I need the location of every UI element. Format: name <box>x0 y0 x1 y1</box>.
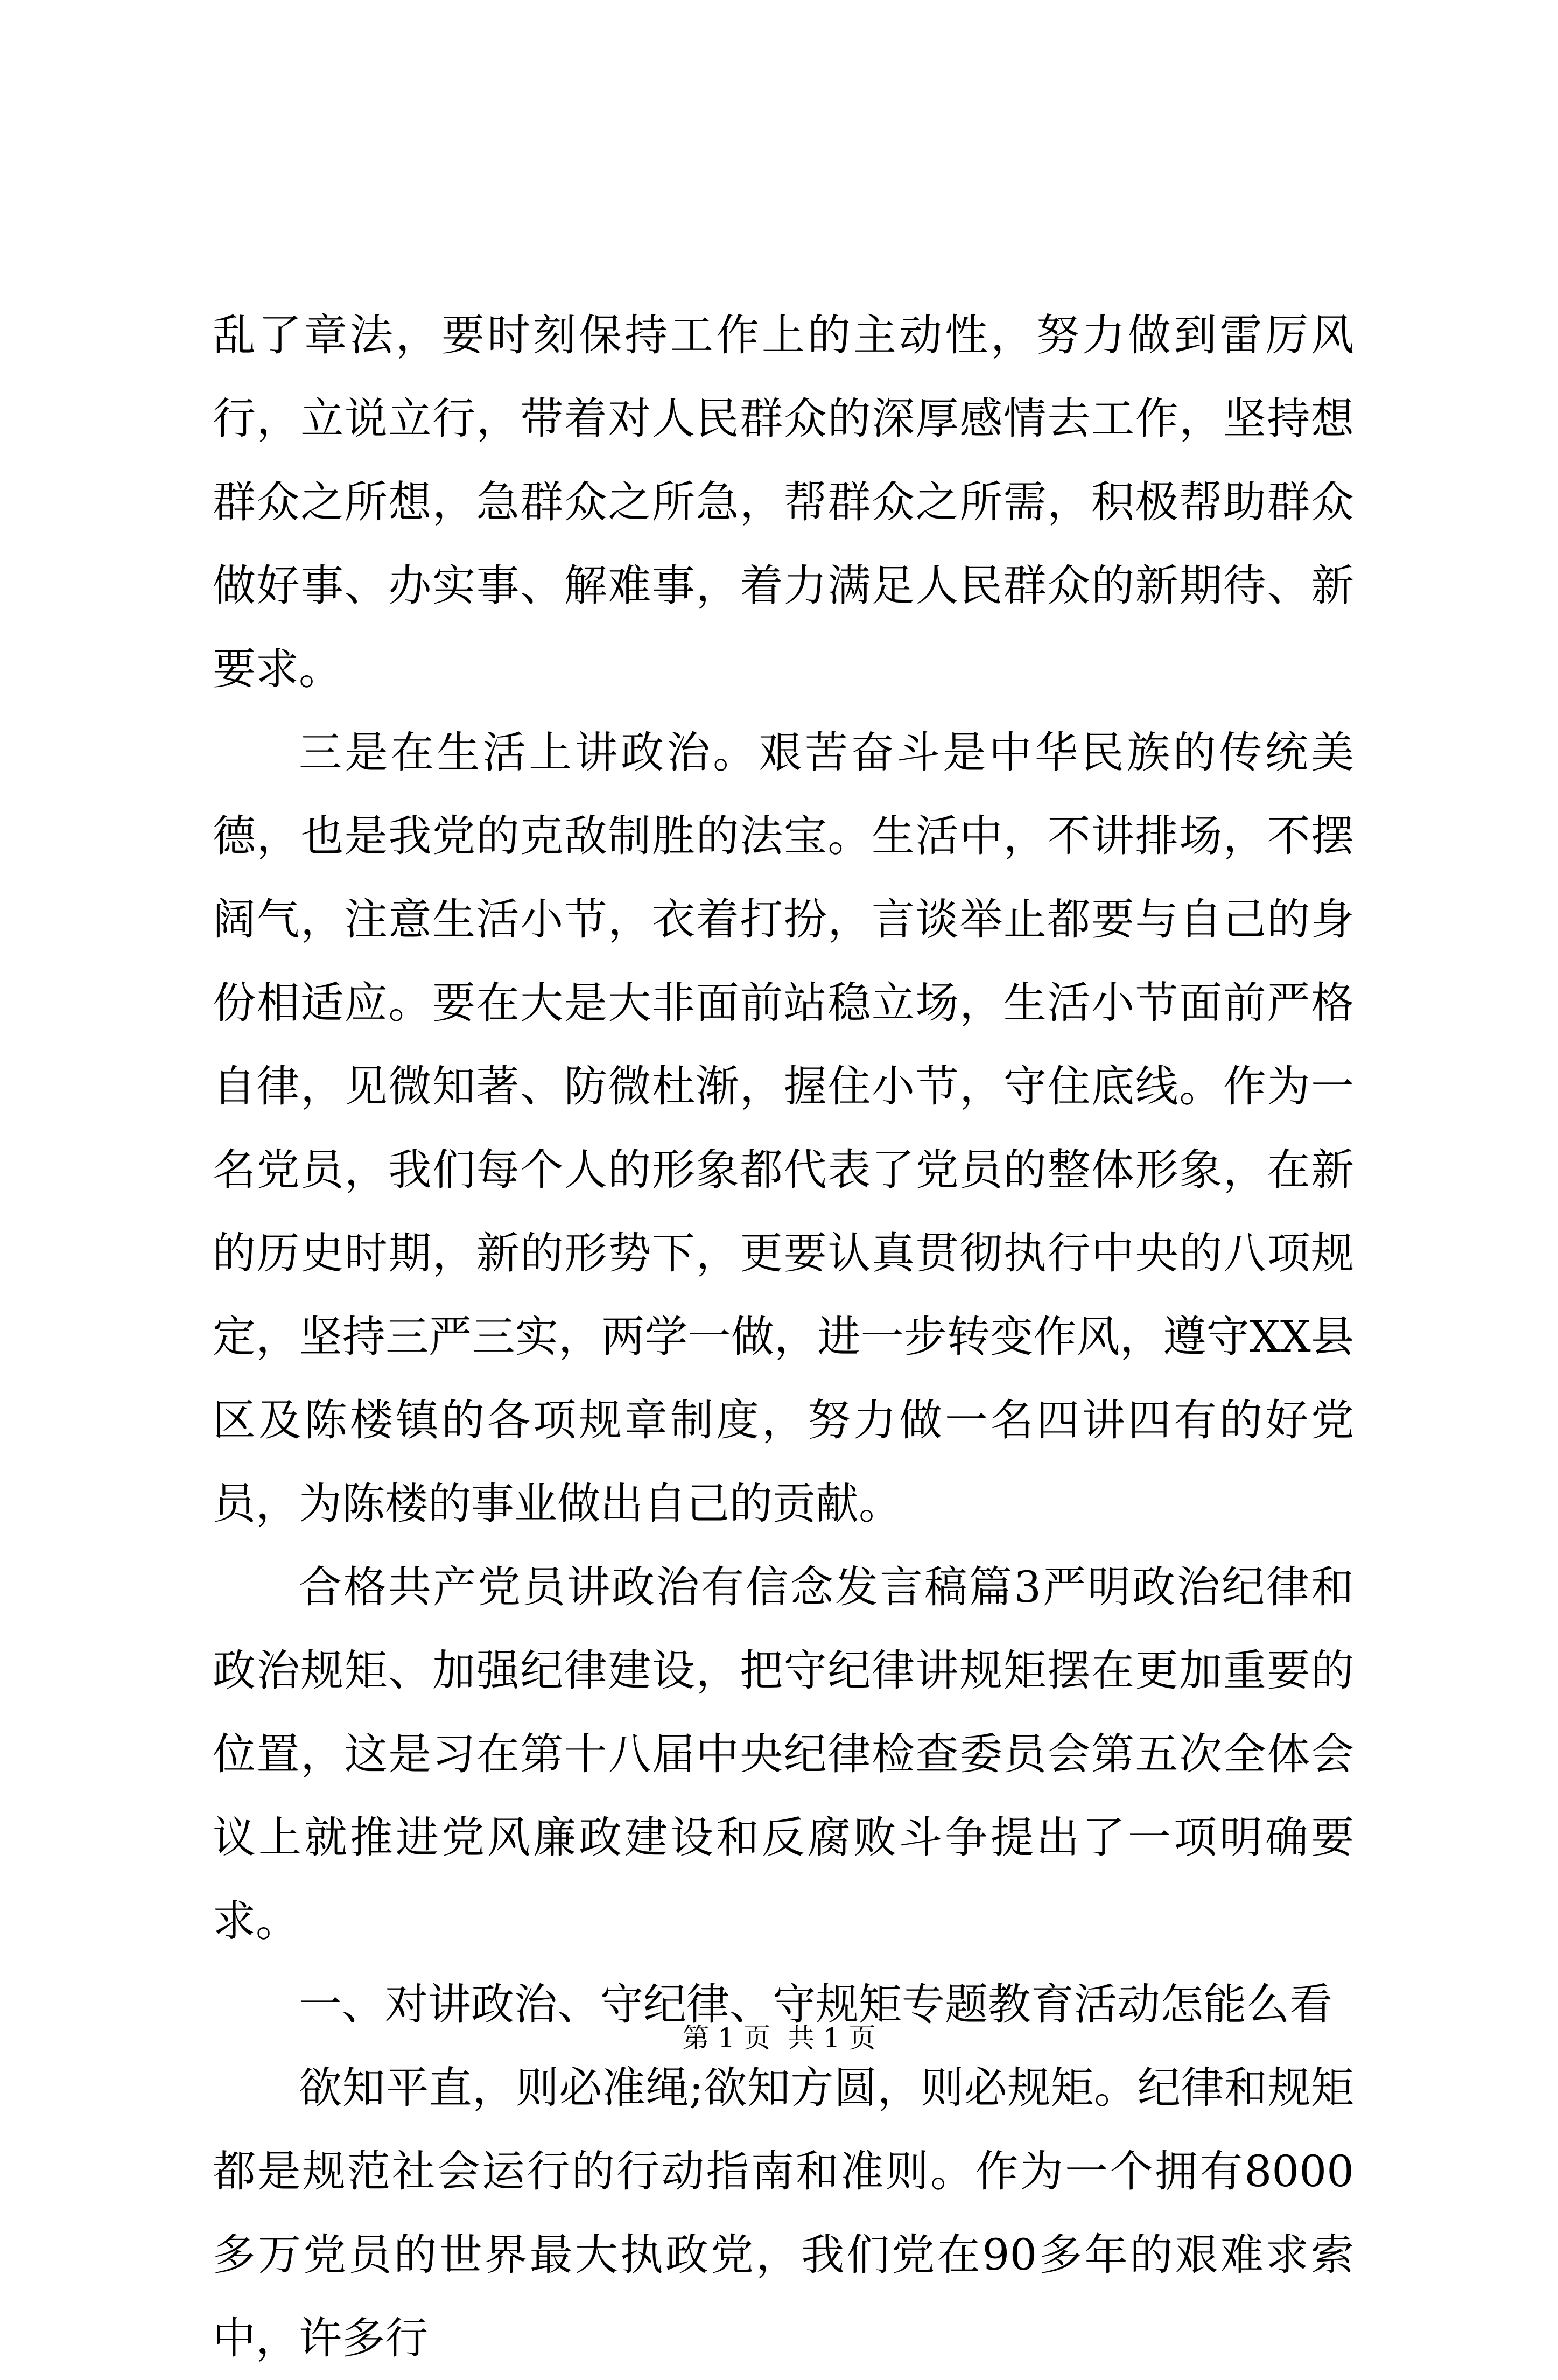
section-heading: 一、对讲政治、守纪律、守规矩专题教育活动怎能么看 <box>299 1979 1332 2029</box>
paragraph-speech-3-intro: 合格共产党员讲政治有信念发言稿篇3严明政治纪律和政治规矩、加强纪律建设，把守纪律讲规矩摆在更加重要的位置，这是习在第十八届中央纪律检查委员会第五次全体会议上就推进党风廉政建设和反腐败斗争提出了一项明确要求。 <box>213 1562 1354 1946</box>
paragraph-life-politics: 三是在生活上讲政治。艰苦奋斗是中华民族的传统美德，也是我党的克敌制胜的法宝。生活中，不讲排场，不摆阔气，注意生活小节，衣着打扮，言谈举止都要与自己的身份相适应。要在大是大非面前站稳立场，生活小节面前严格自律，见微知著、防微杜渐，握住小节，守住底线。作为一名党员，我们每个人的形象都代表了党员的整体形象，在新的历史时期，新的形势下，更要认真贯彻执行中央的八项规定，坚持三严三实，两学一做，进一步转变作风，遵守XX县区及陈楼镇的各项规章制度，努力做一名四讲四有的好党员，为陈楼的事业做出自己的贡献。 <box>213 727 1354 1529</box>
page-footer: 第 1 页 共 1 页 <box>682 2022 876 2054</box>
document-body <box>213 293 1354 2380</box>
paragraph-rules: 欲知平直，则必准绳;欲知方圆，则必规矩。纪律和规矩都是规范社会运行的行动指南和准则。作为一个拥有8000多万党员的世界最大执政党，我们党在90多年的艰难求索中，许多行 <box>213 2063 1354 2363</box>
paragraph-continuation: 乱了章法，要时刻保持工作上的主动性，努力做到雷厉风行，立说立行，带着对人民群众的深厚感情去工作，坚持想群众之所想，急群众之所急，帮群众之所需，积极帮助群众做好事、办实事、解难事，着力满足人民群众的新期待、新要求。 <box>213 310 1354 694</box>
